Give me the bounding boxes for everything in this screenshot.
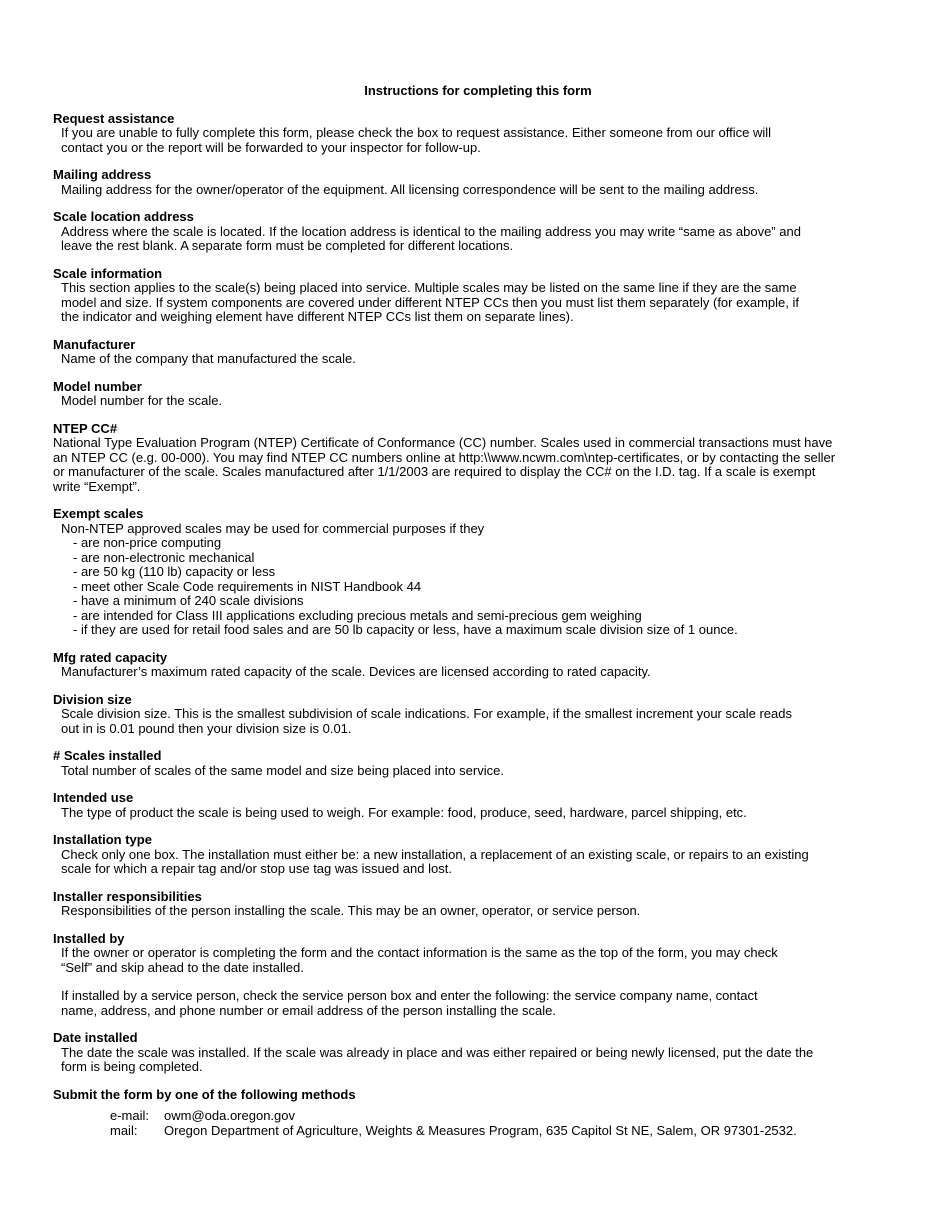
list-item: - have a minimum of 240 scale divisions xyxy=(73,593,304,608)
section-scale-location-address xyxy=(53,210,903,254)
list-item: - are intended for Class III applications excluding precious metals and semi-precious gem weighing xyxy=(73,607,642,623)
section-heading: Intended use xyxy=(53,790,134,805)
section-heading: Manufacturer xyxy=(53,336,136,352)
section-heading: Installed by xyxy=(53,930,125,946)
list-item: - if they are used for retail food sales and are 50 lb capacity or less, have a maximum scale division size of 1 ounce. xyxy=(73,622,738,637)
section-submit xyxy=(53,1088,903,1139)
section-body: Total number of scales of the same model and size being placed into service. xyxy=(61,762,504,778)
section-body: National Type Evaluation Program (NTEP) Certificate of Conformance (CC) number. Scales used in commercial transactions must have an NTEP CC (e.g. 00-000). You may find NTEP CC numbers online at http:\\www.ncwm.com\ntep-certificates, or by contacting the seller or manufacturer of the scale. Scales manufactured after 1/1/2003 are required to display the CC# on the I.D. tag. If a scale is exempt write “Exempt”. xyxy=(53,435,836,494)
mail-value: Oregon Department of Agriculture, Weights & Measures Program, 635 Capitol St NE, Salem, OR 97301-2532. xyxy=(164,1122,797,1138)
section-heading: Division size xyxy=(53,691,132,707)
section-body: Scale division size. This is the smallest subdivision of scale indications. For example, if the smallest increment your scale reads out in is 0.01 pound then your division size is 0.01. xyxy=(61,706,792,736)
section-manufacturer xyxy=(53,338,903,367)
section-intended-use xyxy=(53,791,903,820)
section-body: The type of product the scale is being used to weigh. For example: food, produce, seed, hardware, parcel shipping, etc. xyxy=(61,804,747,820)
section-ntep-cc xyxy=(53,422,903,495)
submit-mail-row xyxy=(110,1124,797,1139)
section-heading: Installation type xyxy=(53,832,152,847)
exempt-criteria-list xyxy=(53,536,903,638)
section-mfg-rated-capacity xyxy=(53,651,903,680)
email-value: owm@oda.oregon.gov xyxy=(164,1108,295,1123)
section-request-assistance xyxy=(53,112,903,156)
section-scale-information xyxy=(53,267,903,325)
section-body: Address where the scale is located. If the location address is identical to the mailing address you may write “same as above” and leave the rest blank. A separate form must be completed for different locations. xyxy=(61,223,801,253)
section-installation-type xyxy=(53,833,903,877)
section-body: Model number for the scale. xyxy=(61,393,223,408)
section-installed-by xyxy=(53,932,903,1019)
section-division-size xyxy=(53,693,903,737)
section-body: Manufacturer’s maximum rated capacity of the scale. Devices are licensed according to rated capacity. xyxy=(61,664,651,679)
section-body: If you are unable to fully complete this form, please check the box to request assistance. Either someone from our office will contact you or the report will be forwarded to your inspector for follow-up. xyxy=(61,125,772,155)
section-heading: NTEP CC# xyxy=(53,420,118,436)
section-heading: Model number xyxy=(53,378,142,394)
section-installer-responsibilities xyxy=(53,890,903,919)
section-body: If the owner or operator is completing the form and the contact information is the same as the top of the form, you may check “Self” and skip ahead to the date installed. xyxy=(61,945,778,975)
section-date-installed xyxy=(53,1031,903,1075)
section-body: The date the scale was installed. If the scale was already in place and was either repaired or being newly licensed, put the date the form is being completed. xyxy=(61,1044,814,1074)
mail-label: mail: xyxy=(110,1122,138,1138)
section-body: This section applies to the scale(s) being placed into service. Multiple scales may be listed on the same line if they are the same model and size. If system components are covered under different NTEP CCs then you must list them separately (for example, if the indicator and weighing element have different NTEP CCs list them on separate lines). xyxy=(61,280,799,324)
section-body: Mailing address for the owner/operator of the equipment. All licensing correspondence will be sent to the mailing address. xyxy=(61,181,759,197)
section-heading: Request assistance xyxy=(53,110,175,126)
section-heading: Scale information xyxy=(53,265,163,281)
section-heading: Exempt scales xyxy=(53,506,144,521)
submit-heading: Submit the form by one of the following methods xyxy=(53,1086,356,1102)
instructions-page xyxy=(53,84,903,1151)
list-item: - are non-price computing xyxy=(73,535,222,550)
email-label: e-mail: xyxy=(110,1108,150,1123)
list-item: - are non-electronic mechanical xyxy=(73,549,255,565)
submit-email-row xyxy=(110,1109,797,1124)
section-heading: Date installed xyxy=(53,1030,138,1045)
section-exempt-scales xyxy=(53,507,903,638)
section-body: Name of the company that manufactured the scale. xyxy=(61,351,356,366)
list-item: - are 50 kg (110 lb) capacity or less xyxy=(73,564,276,579)
section-heading: Scale location address xyxy=(53,209,194,224)
section-heading: # Scales installed xyxy=(53,748,162,763)
submit-methods xyxy=(110,1109,797,1138)
section-heading: Installer responsibilities xyxy=(53,888,202,904)
section-body-2: If installed by a service person, check the service person box and enter the following: the service company name, contact name, address, and phone number or email address of the person installing the scale. xyxy=(61,988,758,1018)
page-title: Instructions for completing this form xyxy=(364,83,592,98)
section-body: Check only one box. The installation must either be: a new installation, a replacement of an existing scale, or repairs to an existing scale for which a repair tag and/or stop use tag was issued and lost. xyxy=(61,846,809,876)
section-heading: Mfg rated capacity xyxy=(53,649,168,665)
section-heading: Mailing address xyxy=(53,167,152,182)
section-mailing-address xyxy=(53,168,903,197)
section-model-number xyxy=(53,380,903,409)
section-intro: Non-NTEP approved scales may be used for commercial purposes if they xyxy=(61,520,485,536)
section-scales-installed xyxy=(53,749,903,778)
list-item: - meet other Scale Code requirements in NIST Handbook 44 xyxy=(73,578,422,594)
section-body: Responsibilities of the person installing the scale. This may be an owner, operator, or service person. xyxy=(61,903,641,918)
